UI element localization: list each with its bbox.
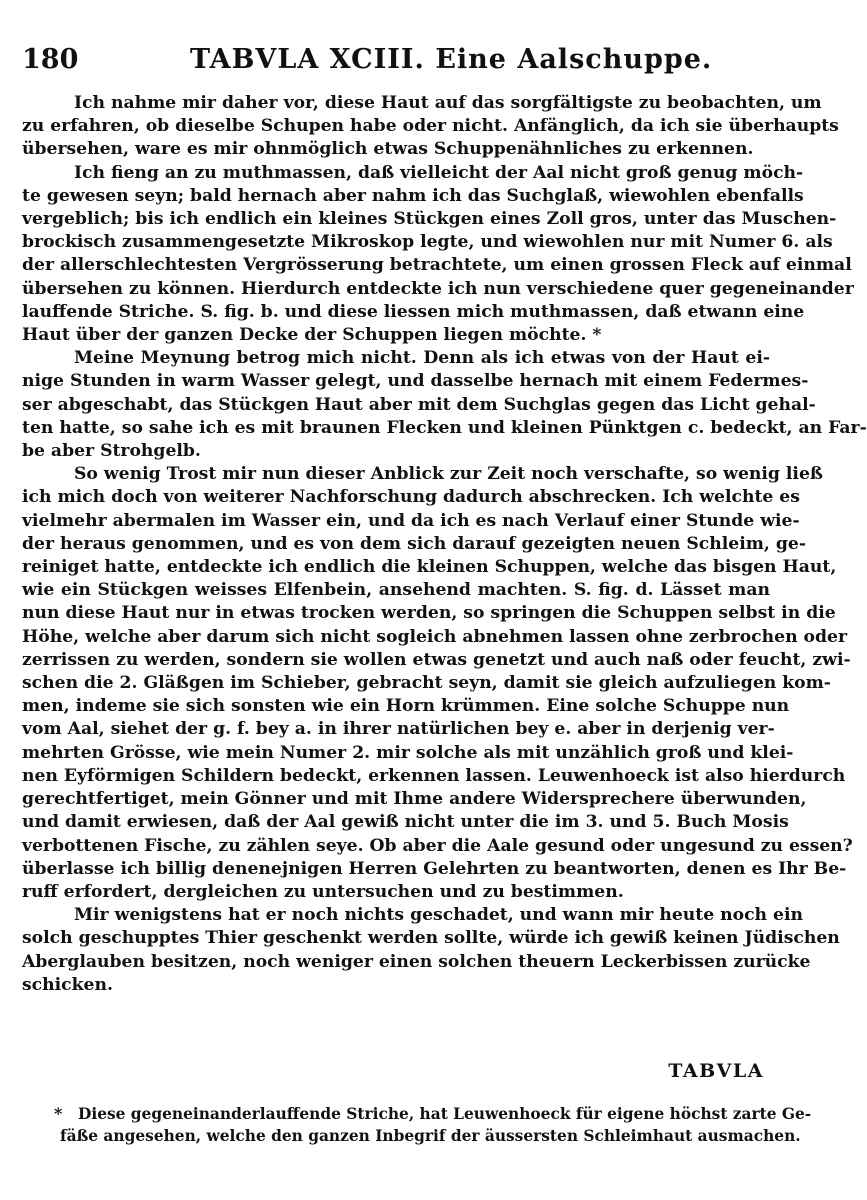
text-line: vielmehr abermalen im Wasser ein, und da ich es nach Verlauf einer Stunde wie- — [22, 510, 800, 531]
text-line: te gewesen seyn; bald hernach aber nahm ich das Suchglaß, wiewohlen ebenfalls — [22, 185, 804, 206]
footnote-text — [60, 1103, 812, 1147]
text-line: Ich nahme mir daher vor, diese Haut auf das sorgfältigste zu beobachten, um — [74, 93, 822, 113]
paragraph — [22, 162, 854, 348]
text-line: Meine Meynung betrog mich nicht. Denn als ich etwas von der Haut ei- — [74, 348, 770, 369]
text-line: zerrissen zu werden, sondern sie wollen etwas genetzt und auch naß oder feucht, zwi- — [22, 649, 851, 670]
text-line: und damit erwiesen, daß der Aal gewiß nicht unter die im 3. und 5. Buch Mosis — [22, 812, 789, 833]
text-line: Aberglauben besitzen, noch weniger einen solchen theuern Leckerbissen zurücke — [22, 951, 811, 972]
text-line: nun diese Haut nur in etwas trocken werden, so springen die Schuppen selbst in die — [22, 603, 836, 624]
body-text — [22, 92, 867, 997]
catchword: TABVLA — [668, 1060, 764, 1082]
text-line: nen Eyförmigen Schildern bedeckt, erkennen lassen. Leuwenhoeck ist also hierdurch — [22, 765, 846, 786]
text-line: be aber Strohgelb. — [22, 441, 201, 462]
footnote-line: fäße angesehen, welche den ganzen Inbegrif der äussersten Schleimhaut ausmachen. — [60, 1127, 801, 1145]
page-header — [22, 44, 770, 84]
paragraph — [22, 92, 839, 162]
text-line: vergeblich; bis ich endlich ein kleines Stückgen eines Zoll gros, unter das Muschen- — [22, 209, 837, 230]
text-line: men, indeme sie sich sonsten wie ein Horn krümmen. Eine solche Schuppe nun — [22, 696, 790, 717]
text-line: verbottenen Fische, zu zählen seye. Ob aber die Aale gesund oder ungesund zu essen? — [22, 835, 853, 856]
text-line: Höhe, welche aber darum sich nicht sogleich abnehmen lassen ohne zerbrochen oder — [22, 626, 848, 647]
text-line: wie ein Stückgen weisses Elfenbein, ansehend machten. S. fig. d. Lässet man — [22, 580, 770, 601]
text-line: ruff erfordert, dergleichen zu untersuchen und zu bestimmen. — [22, 881, 624, 902]
footnote-marker: * — [54, 1104, 63, 1123]
text-line: überlasse ich billig denenejnigen Herren Gelehrten zu beantworten, denen es Ihr Be- — [22, 858, 847, 879]
text-line: mehrten Grösse, wie mein Numer 2. mir solche als mit unzählich groß und klei- — [22, 742, 794, 763]
text-line: vom Aal, siehet der g. f. bey a. in ihrer natürlichen bey e. aber in derjenig ver- — [22, 719, 775, 740]
text-line: ser abgeschabt, das Stückgen Haut aber mit dem Suchglas gegen das Licht gehal- — [22, 394, 816, 415]
paragraph — [22, 904, 840, 997]
footnote — [54, 1103, 812, 1147]
text-line: der heraus genommen, und es von dem sich darauf gezeigten neuen Schleim, ge- — [22, 533, 806, 554]
text-line: brockisch zusammengesetzte Mikroskop legte, und wiewohlen nur mit Numer 6. als — [22, 232, 833, 253]
text-line: Ich fieng an zu muthmassen, daß vielleicht der Aal nicht groß genug möch- — [74, 162, 804, 183]
running-title: TABVLA XCIII. Eine Aalschuppe. — [190, 44, 713, 75]
text-line: Haut über der ganzen Decke der Schuppen liegen möchte. * — [22, 325, 602, 346]
paragraph — [22, 463, 853, 904]
text-line: ten hatte, so sahe ich es mit braunen Flecken und kleinen Pünktgen c. bedeckt, an Far- — [22, 417, 867, 438]
text-line: nige Stunden in warm Wasser gelegt, und dasselbe hernach mit einem Federmes- — [22, 371, 809, 392]
text-line: lauffende Striche. S. fig. b. und diese liessen mich muthmassen, daß etwann eine — [22, 301, 805, 322]
text-line: gerechtfertiget, mein Gönner und mit Ihme andere Widersprechere überwunden, — [22, 789, 807, 810]
text-line: der allerschlechtesten Vergrösserung betrachtete, um einen grossen Fleck auf einmal — [22, 255, 852, 276]
text-line: zu erfahren, ob dieselbe Schupen habe oder nicht. Anfänglich, da ich sie überhaupts — [22, 116, 839, 137]
footnote-line: Diese gegeneinanderlauffende Striche, hat Leuwenhoeck für eigene höchst zarte Ge- — [78, 1105, 812, 1123]
text-line: So wenig Trost mir nun dieser Anblick zur Zeit noch verschafte, so wenig ließ — [74, 464, 823, 485]
text-line: solch geschupptes Thier geschenkt werden sollte, würde ich gewiß keinen Jüdischen — [22, 928, 840, 949]
text-line: schen die 2. Gläßgen im Schieber, gebracht seyn, damit sie gleich aufzuliegen kom- — [22, 673, 831, 694]
page-number: 180 — [22, 44, 79, 75]
text-line: Mir wenigstens hat er noch nichts geschadet, und wann mir heute noch ein — [74, 905, 803, 926]
text-line: übersehen, ware es mir ohnmöglich etwas Schuppenähnliches zu erkennen. — [22, 139, 754, 160]
text-line: schicken. — [22, 974, 113, 995]
paragraph — [22, 347, 867, 463]
text-line: reiniget hatte, entdeckte ich endlich die kleinen Schuppen, welche das bisgen Haut, — [22, 557, 837, 578]
text-line: übersehen zu können. Hierdurch entdeckte ich nun verschiedene quer gegeneinander — [22, 278, 854, 299]
text-line: ich mich doch von weiterer Nachforschung dadurch abschrecken. Ich welchte es — [22, 487, 800, 508]
